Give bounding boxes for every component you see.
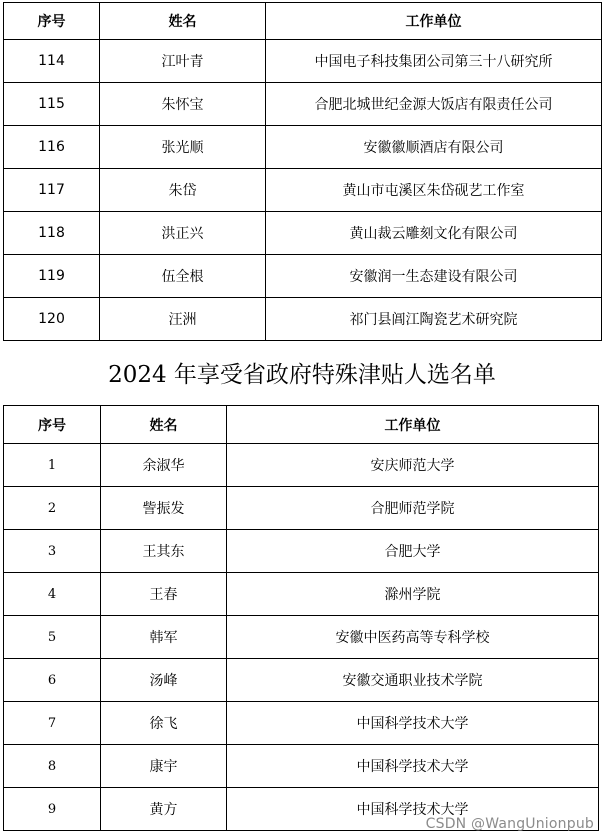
cell-unit: 祁门县阊江陶瓷艺术研究院 — [266, 298, 602, 341]
cell-unit: 滁州学院 — [227, 573, 599, 616]
cell-unit: 安徽中医药高等专科学校 — [227, 616, 599, 659]
table-row — [4, 40, 602, 83]
cell-number: 120 — [4, 298, 100, 341]
cell-number: 116 — [4, 126, 100, 169]
cell-name: 余淑华 — [101, 444, 227, 487]
cell-unit: 黄山裁云雕刻文化有限公司 — [266, 212, 602, 255]
cell-number: 119 — [4, 255, 100, 298]
cell-unit: 中国科学技术大学 — [227, 702, 599, 745]
table-row — [4, 444, 599, 487]
col-header-unit: 工作单位 — [227, 406, 599, 444]
cell-unit: 中国电子科技集团公司第三十八研究所 — [266, 40, 602, 83]
cell-number: 8 — [4, 745, 101, 788]
cell-unit: 合肥北城世纪金源大饭店有限责任公司 — [266, 83, 602, 126]
cell-number: 7 — [4, 702, 101, 745]
table-row — [4, 702, 599, 745]
col-header-number: 序号 — [4, 3, 100, 40]
cell-unit: 中国科学技术大学 — [227, 745, 599, 788]
table-row — [4, 616, 599, 659]
table-row — [4, 659, 599, 702]
cell-number: 5 — [4, 616, 101, 659]
cell-name: 朱岱 — [100, 169, 266, 212]
cell-name: 黄方 — [101, 788, 227, 831]
cell-unit: 中国科学技术大学 — [227, 788, 599, 831]
cell-number: 9 — [4, 788, 101, 831]
cell-number: 115 — [4, 83, 100, 126]
cell-unit: 合肥师范学院 — [227, 487, 599, 530]
cell-name: 江叶青 — [100, 40, 266, 83]
cell-unit: 安徽交通职业技术学院 — [227, 659, 599, 702]
table-row — [4, 530, 599, 573]
cell-name: 王其东 — [101, 530, 227, 573]
cell-number: 4 — [4, 573, 101, 616]
table-row — [4, 126, 602, 169]
col-header-number: 序号 — [4, 406, 101, 444]
cell-name: 王春 — [101, 573, 227, 616]
list-title: 2024 年享受省政府特殊津贴人选名单 — [108, 362, 496, 388]
table-row — [4, 169, 602, 212]
table-prev-list — [3, 2, 602, 341]
table-row — [4, 298, 602, 341]
cell-number: 114 — [4, 40, 100, 83]
cell-name: 汪洲 — [100, 298, 266, 341]
cell-number: 3 — [4, 530, 101, 573]
cell-name: 韩军 — [101, 616, 227, 659]
cell-name: 汤峰 — [101, 659, 227, 702]
cell-unit: 安徽徽顺酒店有限公司 — [266, 126, 602, 169]
cell-number: 6 — [4, 659, 101, 702]
cell-number: 2 — [4, 487, 101, 530]
cell-name: 康宇 — [101, 745, 227, 788]
table-row — [4, 487, 599, 530]
cell-unit: 安徽润一生态建设有限公司 — [266, 255, 602, 298]
cell-number: 117 — [4, 169, 100, 212]
table-row — [4, 745, 599, 788]
cell-name: 伍全根 — [100, 255, 266, 298]
table-2024-list — [3, 405, 599, 831]
table-row — [4, 573, 599, 616]
col-header-unit: 工作单位 — [266, 3, 602, 40]
cell-number: 1 — [4, 444, 101, 487]
cell-name: 徐飞 — [101, 702, 227, 745]
table-header-row — [4, 406, 599, 444]
cell-name: 洪正兴 — [100, 212, 266, 255]
cell-unit: 安庆师范大学 — [227, 444, 599, 487]
table-row — [4, 255, 602, 298]
table-row — [4, 212, 602, 255]
table-header-row — [4, 3, 602, 40]
cell-unit: 合肥大学 — [227, 530, 599, 573]
cell-name: 张光顺 — [100, 126, 266, 169]
col-header-name: 姓名 — [100, 3, 266, 40]
cell-name: 朱怀宝 — [100, 83, 266, 126]
cell-unit: 黄山市屯溪区朱岱砚艺工作室 — [266, 169, 602, 212]
cell-number: 118 — [4, 212, 100, 255]
col-header-name: 姓名 — [101, 406, 227, 444]
watermark: CSDN @WangUnionpub — [425, 816, 594, 832]
table-row — [4, 83, 602, 126]
cell-name: 訾振发 — [101, 487, 227, 530]
